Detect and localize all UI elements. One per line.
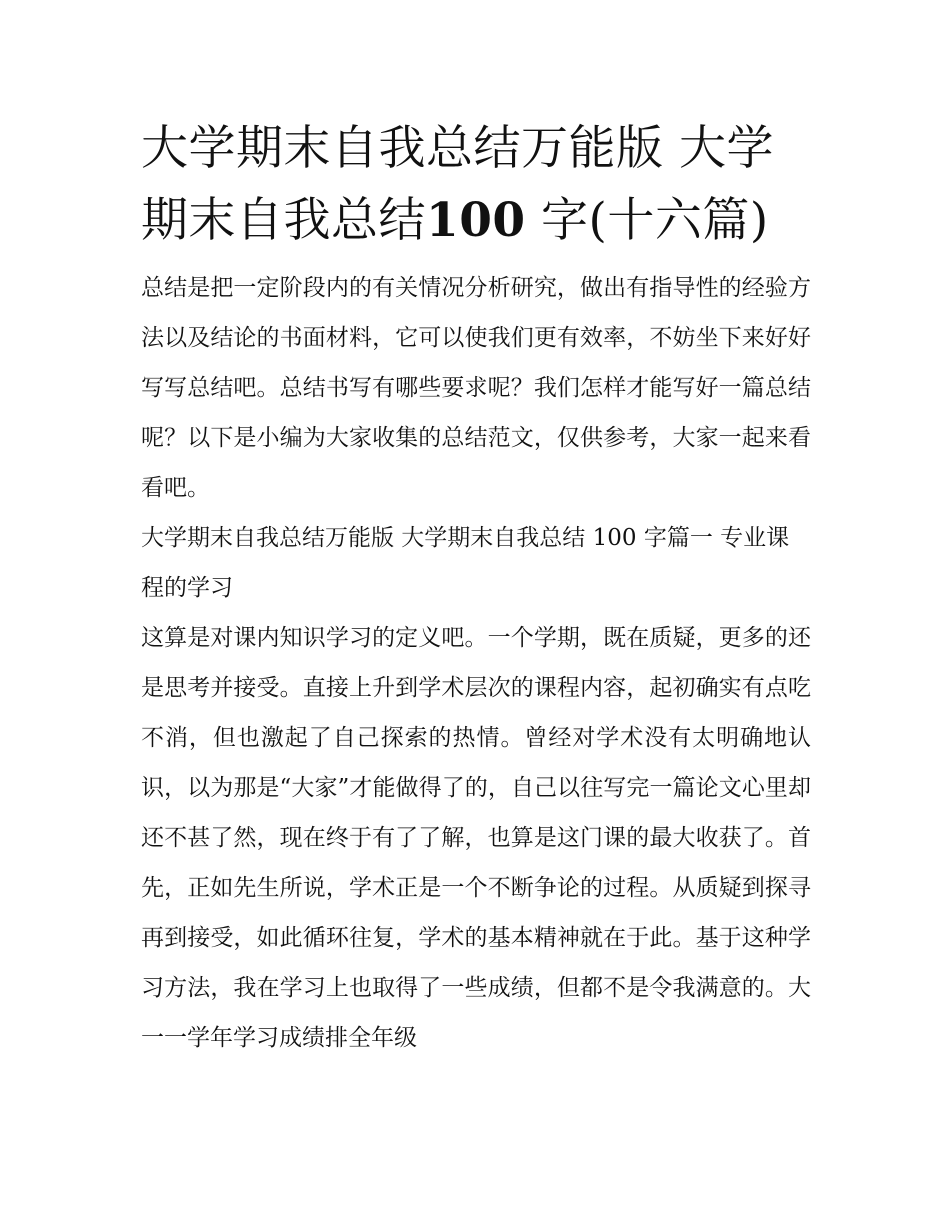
document-content [141,113,811,1063]
title-text-part1: 大学期末自我总结万能版 大学期末自我总结 [141,121,774,248]
section-heading: 大学期末自我总结万能版 大学期末自我总结 100 字篇一 专业课程的学习 [141,525,790,601]
intro-paragraph: 总结是把一定阶段内的有关情况分析研究，做出有指导性的经验方法以及结论的书面材料，它可以使我们更有效率，不妨坐下来好好写写总结吧。总结书写有哪些要求呢？我们怎样才能写好一篇总结呢？以下是小编为大家收集的总结范文，仅供参考，大家一起来看看吧。 [141,275,811,501]
body-paragraph: 这算是对课内知识学习的定义吧。一个学期，既在质疑，更多的还是思考并接受。直接上升到学术层次的课程内容，起初确实有点吃不消，但也激起了自己探索的热情。曾经对学术没有太明确地认识，以为那是“大家”才能做得了的，自己以往写完一篇论文心里却还不甚了然，现在终于有了了解，也算是这门课的最大收获了。首先，正如先生所说，学术正是一个不断争论的过程。从质疑到探寻再到接受，如此循环往复，学术的基本精神就在于此。基于这种学习方法，我在学习上也取得了一些成绩，但都不是令我满意的。大一一学年学习成绩排全年级 [141,625,811,1051]
title-text-part2: 字(十六篇) [525,193,769,248]
title-number: 100 [426,193,526,248]
document-title [141,113,811,257]
